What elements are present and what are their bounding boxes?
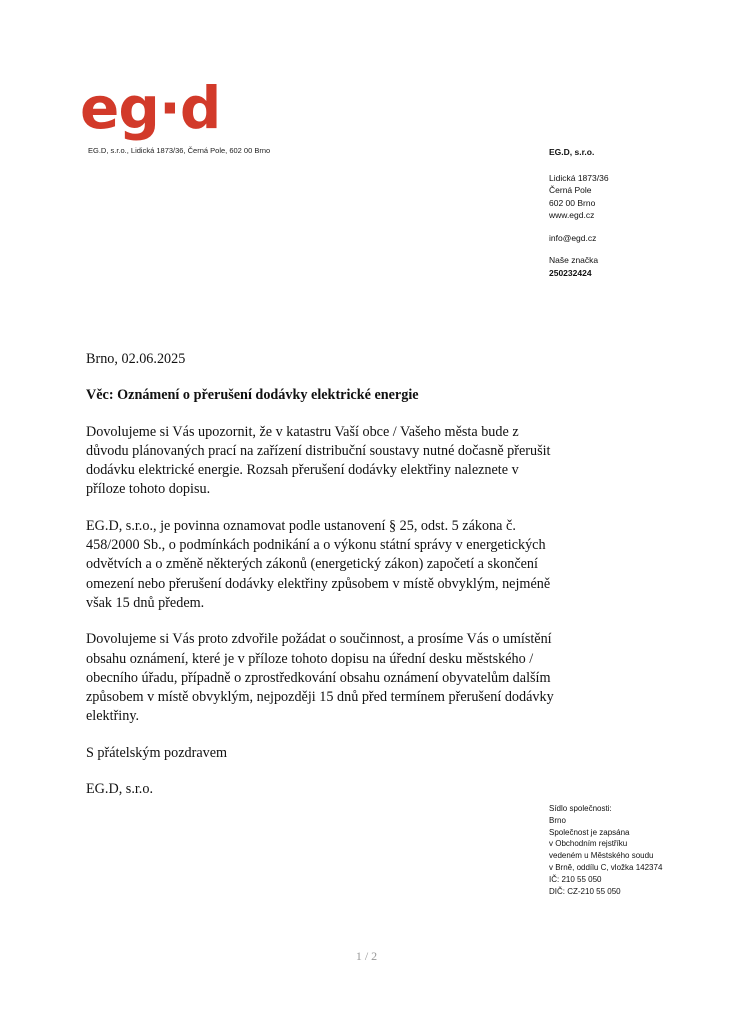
registration-line: Sídlo společnosti:: [549, 804, 612, 813]
registration-line: Společnost je zapsána: [549, 827, 630, 837]
letter-subject: Věc: Oznámení o přerušení dodávky elektrické energie: [86, 387, 419, 404]
contact-street: Lidická 1873/36: [549, 172, 609, 183]
registration-line: v Obchodním rejstříku: [549, 839, 628, 849]
letter-date: Brno, 02.06.2025: [86, 351, 186, 367]
registration-line: vedeném u Městského soudu: [549, 851, 654, 861]
registration-line: DIČ: CZ-210 55 050: [549, 886, 621, 896]
page-number: 1 / 2: [355, 949, 378, 963]
letter-paragraph: Dovolujeme si Vás upozornit, že v katastru Vaší obce / Vašeho města bude z důvodu plánovaných prací na zařízení distribuční soustavy nutné dočasně přerušit dodávku elektrické energie. Rozsah přerušení dodávky elektřiny naleznete v příloze tohoto dopisu.: [86, 423, 551, 498]
reference-label: Naše značka: [549, 255, 599, 265]
reference-number: 250232424: [549, 267, 592, 278]
contact-city: 602 00 Brno: [549, 197, 596, 208]
contact-company-name: EG.D, s.r.o.: [549, 147, 595, 157]
company-logo: eg·d: [80, 74, 221, 142]
contact-website-link[interactable]: www.egd.cz: [549, 210, 595, 220]
letter-paragraph: EG.D, s.r.o., je povinna oznamovat podle ustanovení § 25, odst. 5 zákona č. 458/2000 Sb., o podmínkách podnikání a o výkonu státní správy v energetických odvětvích a o změně některých zákonů (energetický zákon) započetí a skončení omezení nebo přerušení dodávky elektřiny způsobem v místě obvyklým, nejméně však 15 dnů předem.: [86, 517, 551, 611]
letter-closing: S přátelským pozdravem: [86, 744, 228, 761]
company-registration-info: [549, 803, 709, 897]
letter-paragraph: Dovolujeme si Vás proto zdvořile požádat o součinnost, a prosíme Vás o umístění obsahu oznámení, které je v příloze tohoto dopisu na úřední desku městského / obecního úřadu, případně o zprostředkování obsahu oznámení obyvatelům dalším způsobem v místě obvyklým, nejpozději 15 dnů před termínem přerušení dodávky elektřiny.: [86, 631, 554, 725]
sender-address-line: EG.D, s.r.o., Lidická 1873/36, Černá Pole, 602 00 Brno: [88, 146, 271, 155]
letter-body: [86, 350, 556, 816]
contact-block: [549, 146, 699, 279]
letter-signature: EG.D, s.r.o.: [86, 781, 153, 798]
registration-line: IČ: 210 55 050: [549, 874, 602, 884]
registration-line: Brno: [549, 815, 566, 825]
contact-district: Černá Pole: [549, 185, 592, 195]
registration-line: v Brně, oddílu C, vložka 142374: [549, 862, 663, 872]
contact-email-link[interactable]: info@egd.cz: [549, 232, 597, 243]
